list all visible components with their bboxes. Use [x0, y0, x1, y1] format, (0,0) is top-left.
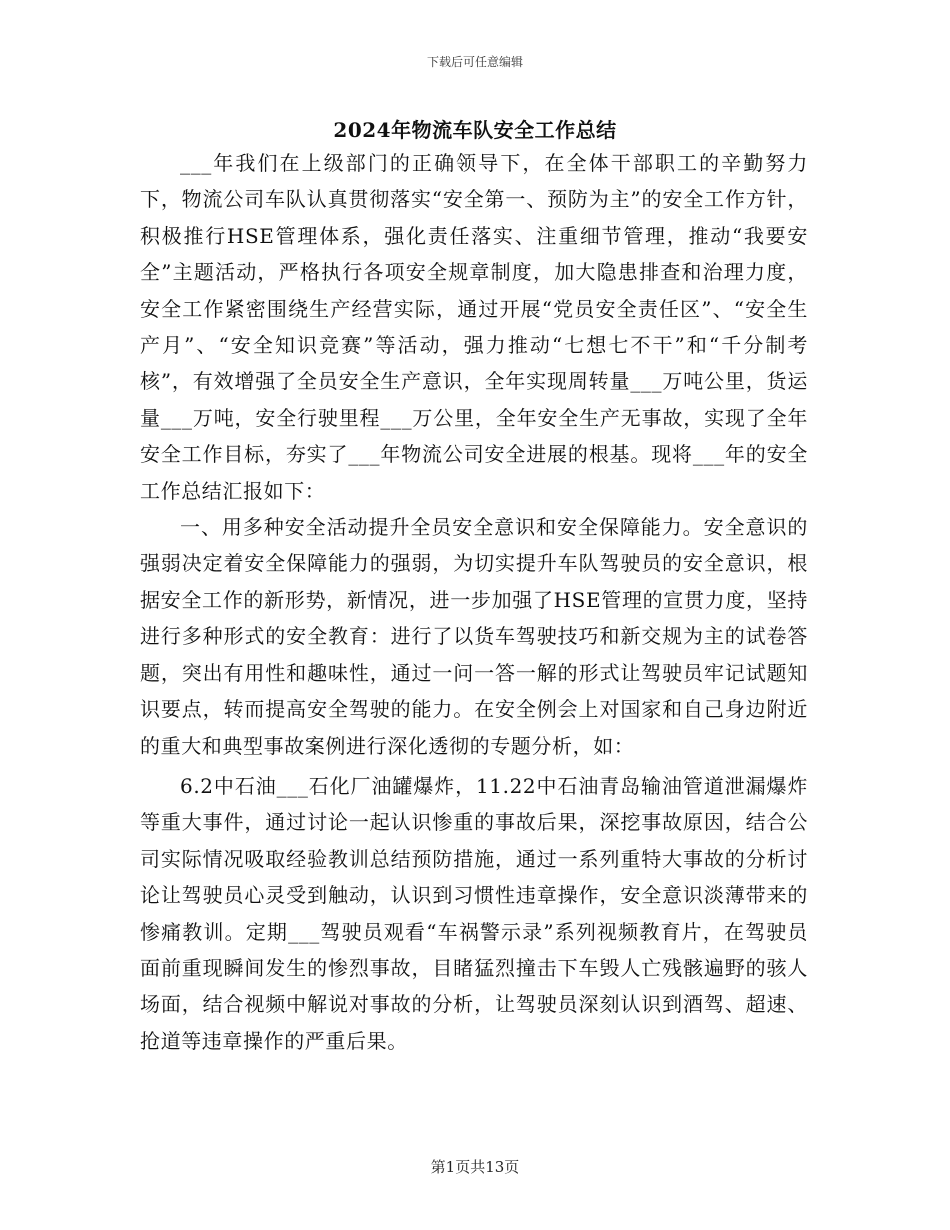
document-body [140, 145, 808, 1059]
paragraph-section-one: 一、用多种安全活动提升全员安全意识和安全保障能力。安全意识的强弱决定着安全保障能力的强弱，为切实提升车队驾驶员的安全意识，根据安全工作的新形势，新情况，进一步加强了HSE管理的宣贯力度，坚持进行多种形式的安全教育：进行了以货车驾驶技巧和新交规为主的试卷答题，突出有用性和趣味性，通过一问一答一解的形式让驾驶员牢记试题知识要点，转而提高安全驾驶的能力。在安全例会上对国家和自己身边附近的重大和典型事故案例进行深化透彻的专题分析，如： [140, 515, 808, 758]
header-note: 下载后可任意编辑 [426, 55, 523, 69]
page-number: 第1页共13页 [430, 1158, 520, 1176]
document-title: 2024年物流车队安全工作总结 [333, 118, 617, 142]
paragraph-case-study: 6.2中石油___石化厂油罐爆炸，11.22中石油青岛输油管道泄漏爆炸等重大事件，通过讨论一起认识惨重的事故后果，深挖事故原因，结合公司实际情况吸取经验教训总结预防措施，通过一系列重特大事故的分析讨论让驾驶员心灵受到触动，认识到习惯性违章操作，安全意识淡薄带来的惨痛教训。定期___驾驶员观看“车祸警示录”系列视频教育片，在驾驶员面前重现瞬间发生的惨烈事故，目睹猛烈撞击下车毁人亡残骸遍野的骇人场面，结合视频中解说对事故的分析，让驾驶员深刻认识到酒驾、超速、抢道等违章操作的严重后果。 [140, 773, 808, 1053]
paragraph-intro: ___年我们在上级部门的正确领导下，在全体干部职工的辛勤努力下，物流公司车队认真贯彻落实“安全第一、预防为主”的安全工作方针，积极推行HSE管理体系，强化责任落实、注重细节管理，推动“我要安全”主题活动，严格执行各项安全规章制度，加大隐患排查和治理力度，安全工作紧密围绕生产经营实际，通过开展“党员安全责任区”、“安全生产月”、“安全知识竞赛”等活动，强力推动“七想七不干”和“千分制考核”，有效增强了全员安全生产意识，全年实现周转量___万吨公里，货运量___万吨，安全行驶里程___万公里，全年安全生产无事故，实现了全年安全工作目标，夯实了___年物流公司安全进展的根基。现将___年的安全工作总结汇报如下： [140, 151, 808, 503]
